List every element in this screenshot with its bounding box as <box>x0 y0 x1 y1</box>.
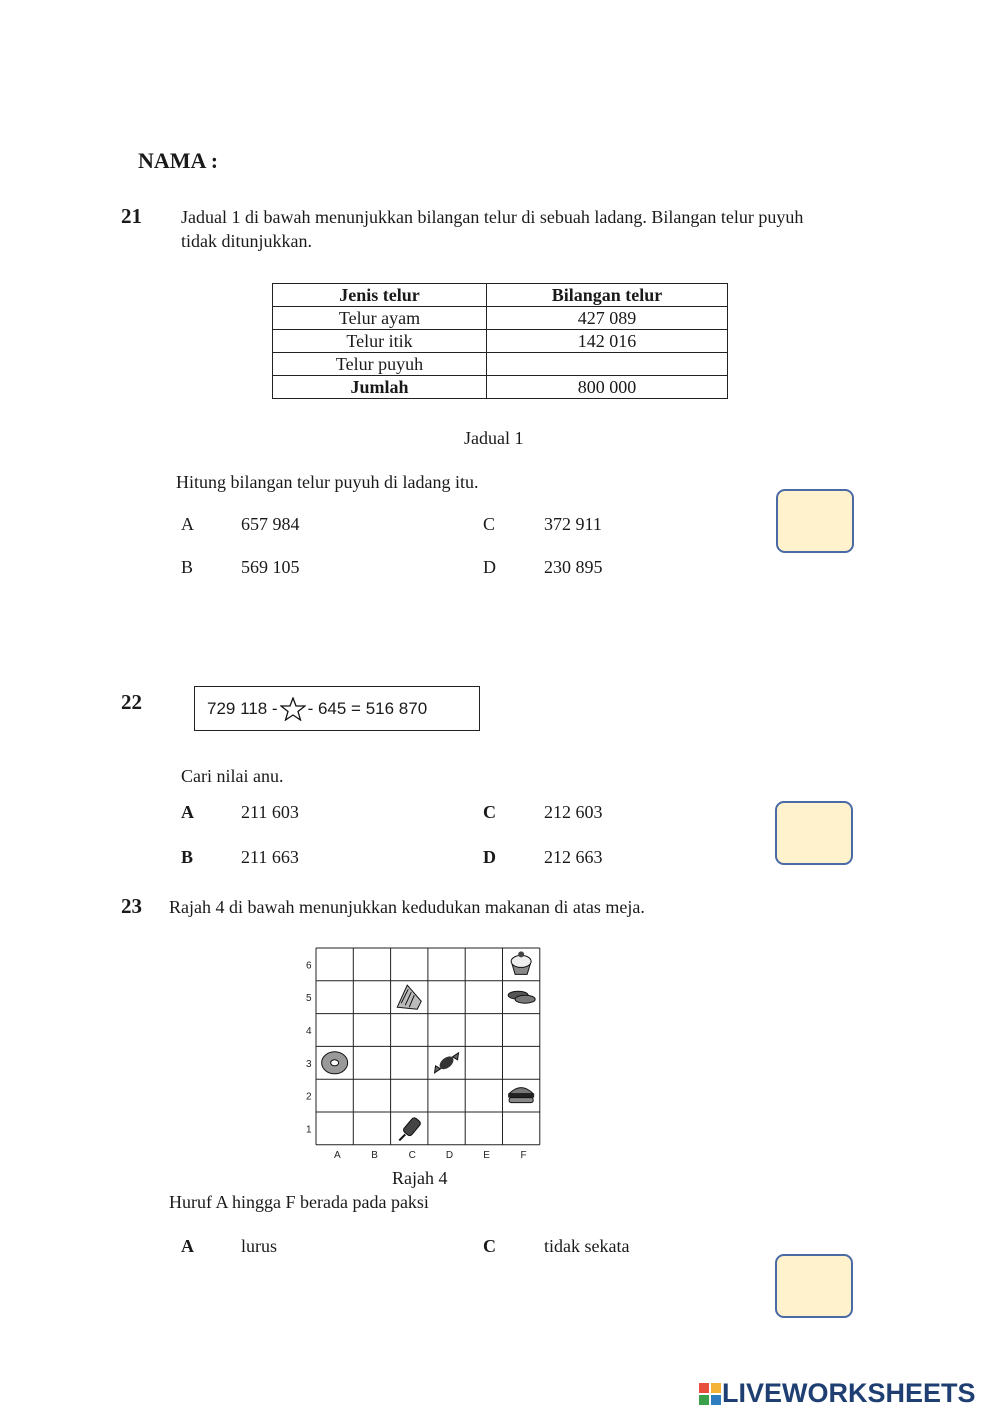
table-row <box>273 330 728 353</box>
table-row <box>273 376 728 399</box>
column-label: B <box>371 1149 378 1161</box>
option-value: 212 603 <box>544 802 603 822</box>
table-cell-total-value: 800 000 <box>487 376 728 399</box>
option-value: 212 663 <box>544 847 603 867</box>
table-caption: Jadual 1 <box>464 428 524 448</box>
option-value: 211 663 <box>241 847 299 867</box>
option-letter: A <box>181 1236 194 1256</box>
column-label: C <box>408 1149 416 1161</box>
option-letter: B <box>181 557 194 577</box>
candy-icon <box>435 1053 459 1073</box>
biscuits-icon <box>508 991 535 1003</box>
option-value: 230 895 <box>544 557 603 577</box>
q23-question: Huruf A hingga F berada pada paksi <box>169 1192 429 1212</box>
logo-mark-icon <box>698 1382 722 1406</box>
ice-cream-icon <box>399 1117 421 1141</box>
option-value: lurus <box>241 1236 277 1256</box>
question-number-22: 22 <box>121 690 142 714</box>
burger-icon <box>508 1088 534 1103</box>
option-value: 211 603 <box>241 802 299 822</box>
row-label: 5 <box>306 993 312 1005</box>
table-row <box>273 307 728 330</box>
row-label: 6 <box>306 960 312 972</box>
option-value: 569 105 <box>241 557 300 577</box>
row-label: 1 <box>306 1124 312 1136</box>
donut-icon <box>322 1052 348 1074</box>
option-value: tidak sekata <box>544 1236 630 1256</box>
table-header-row <box>273 284 728 307</box>
logo-text: LIVEWORKSHEETS <box>722 1378 976 1408</box>
table-header-cell: Bilangan telur <box>487 284 728 307</box>
option-letter: B <box>181 847 194 867</box>
table-row <box>273 353 728 376</box>
equation-left: 729 118 - <box>207 698 278 718</box>
table-cell: 142 016 <box>487 330 728 353</box>
option-letter: A <box>181 514 194 534</box>
cupcake-icon <box>511 951 531 974</box>
star-outline-icon <box>280 697 306 721</box>
equation-right: - 645 = 516 870 <box>307 698 428 718</box>
answer-input-q23[interactable] <box>775 1254 853 1318</box>
column-label: E <box>483 1149 490 1161</box>
egg-table <box>272 283 728 399</box>
option-value: 372 911 <box>544 514 602 534</box>
row-label: 4 <box>306 1026 312 1037</box>
row-label: 2 <box>306 1091 312 1103</box>
option-value: 657 984 <box>241 514 300 534</box>
table-cell: Telur ayam <box>273 307 487 330</box>
answer-input-q21[interactable] <box>776 489 854 553</box>
food-grid-figure <box>300 946 550 1169</box>
nama-label: NAMA : <box>138 148 219 173</box>
figure-caption: Rajah 4 <box>392 1168 448 1188</box>
column-label: A <box>334 1149 341 1161</box>
option-letter: C <box>483 514 496 534</box>
table-cell-total-label: Jumlah <box>273 376 487 399</box>
table-header-cell: Jenis telur <box>273 284 487 307</box>
answer-input-q22[interactable] <box>775 801 853 865</box>
table-cell: Telur puyuh <box>273 353 487 376</box>
option-letter: D <box>483 557 496 577</box>
q21-text-line2: tidak ditunjukkan. <box>181 231 312 251</box>
option-letter: A <box>181 802 194 822</box>
coordinate-grid <box>300 946 550 1164</box>
q21-question: Hitung bilangan telur puyuh di ladang itu. <box>176 472 479 492</box>
column-label: F <box>520 1149 527 1161</box>
question-number-21: 21 <box>121 204 142 228</box>
column-label: D <box>445 1149 454 1161</box>
cake-slice-icon <box>397 985 421 1009</box>
q23-text: Rajah 4 di bawah menunjukkan kedudukan makanan di atas meja. <box>169 897 645 917</box>
row-label: 3 <box>306 1058 312 1070</box>
table-cell <box>487 353 728 376</box>
table-cell: 427 089 <box>487 307 728 330</box>
option-letter: D <box>483 847 496 867</box>
q22-question: Cari nilai anu. <box>181 766 284 786</box>
liveworksheets-logo <box>698 1378 976 1409</box>
equation-box <box>194 686 480 731</box>
q21-text-line1: Jadual 1 di bawah menunjukkan bilangan telur di sebuah ladang. Bilangan telur puyuh <box>181 207 804 227</box>
option-letter: C <box>483 1236 496 1256</box>
question-number-23: 23 <box>121 894 142 918</box>
table-cell: Telur itik <box>273 330 487 353</box>
option-letter: C <box>483 802 496 822</box>
